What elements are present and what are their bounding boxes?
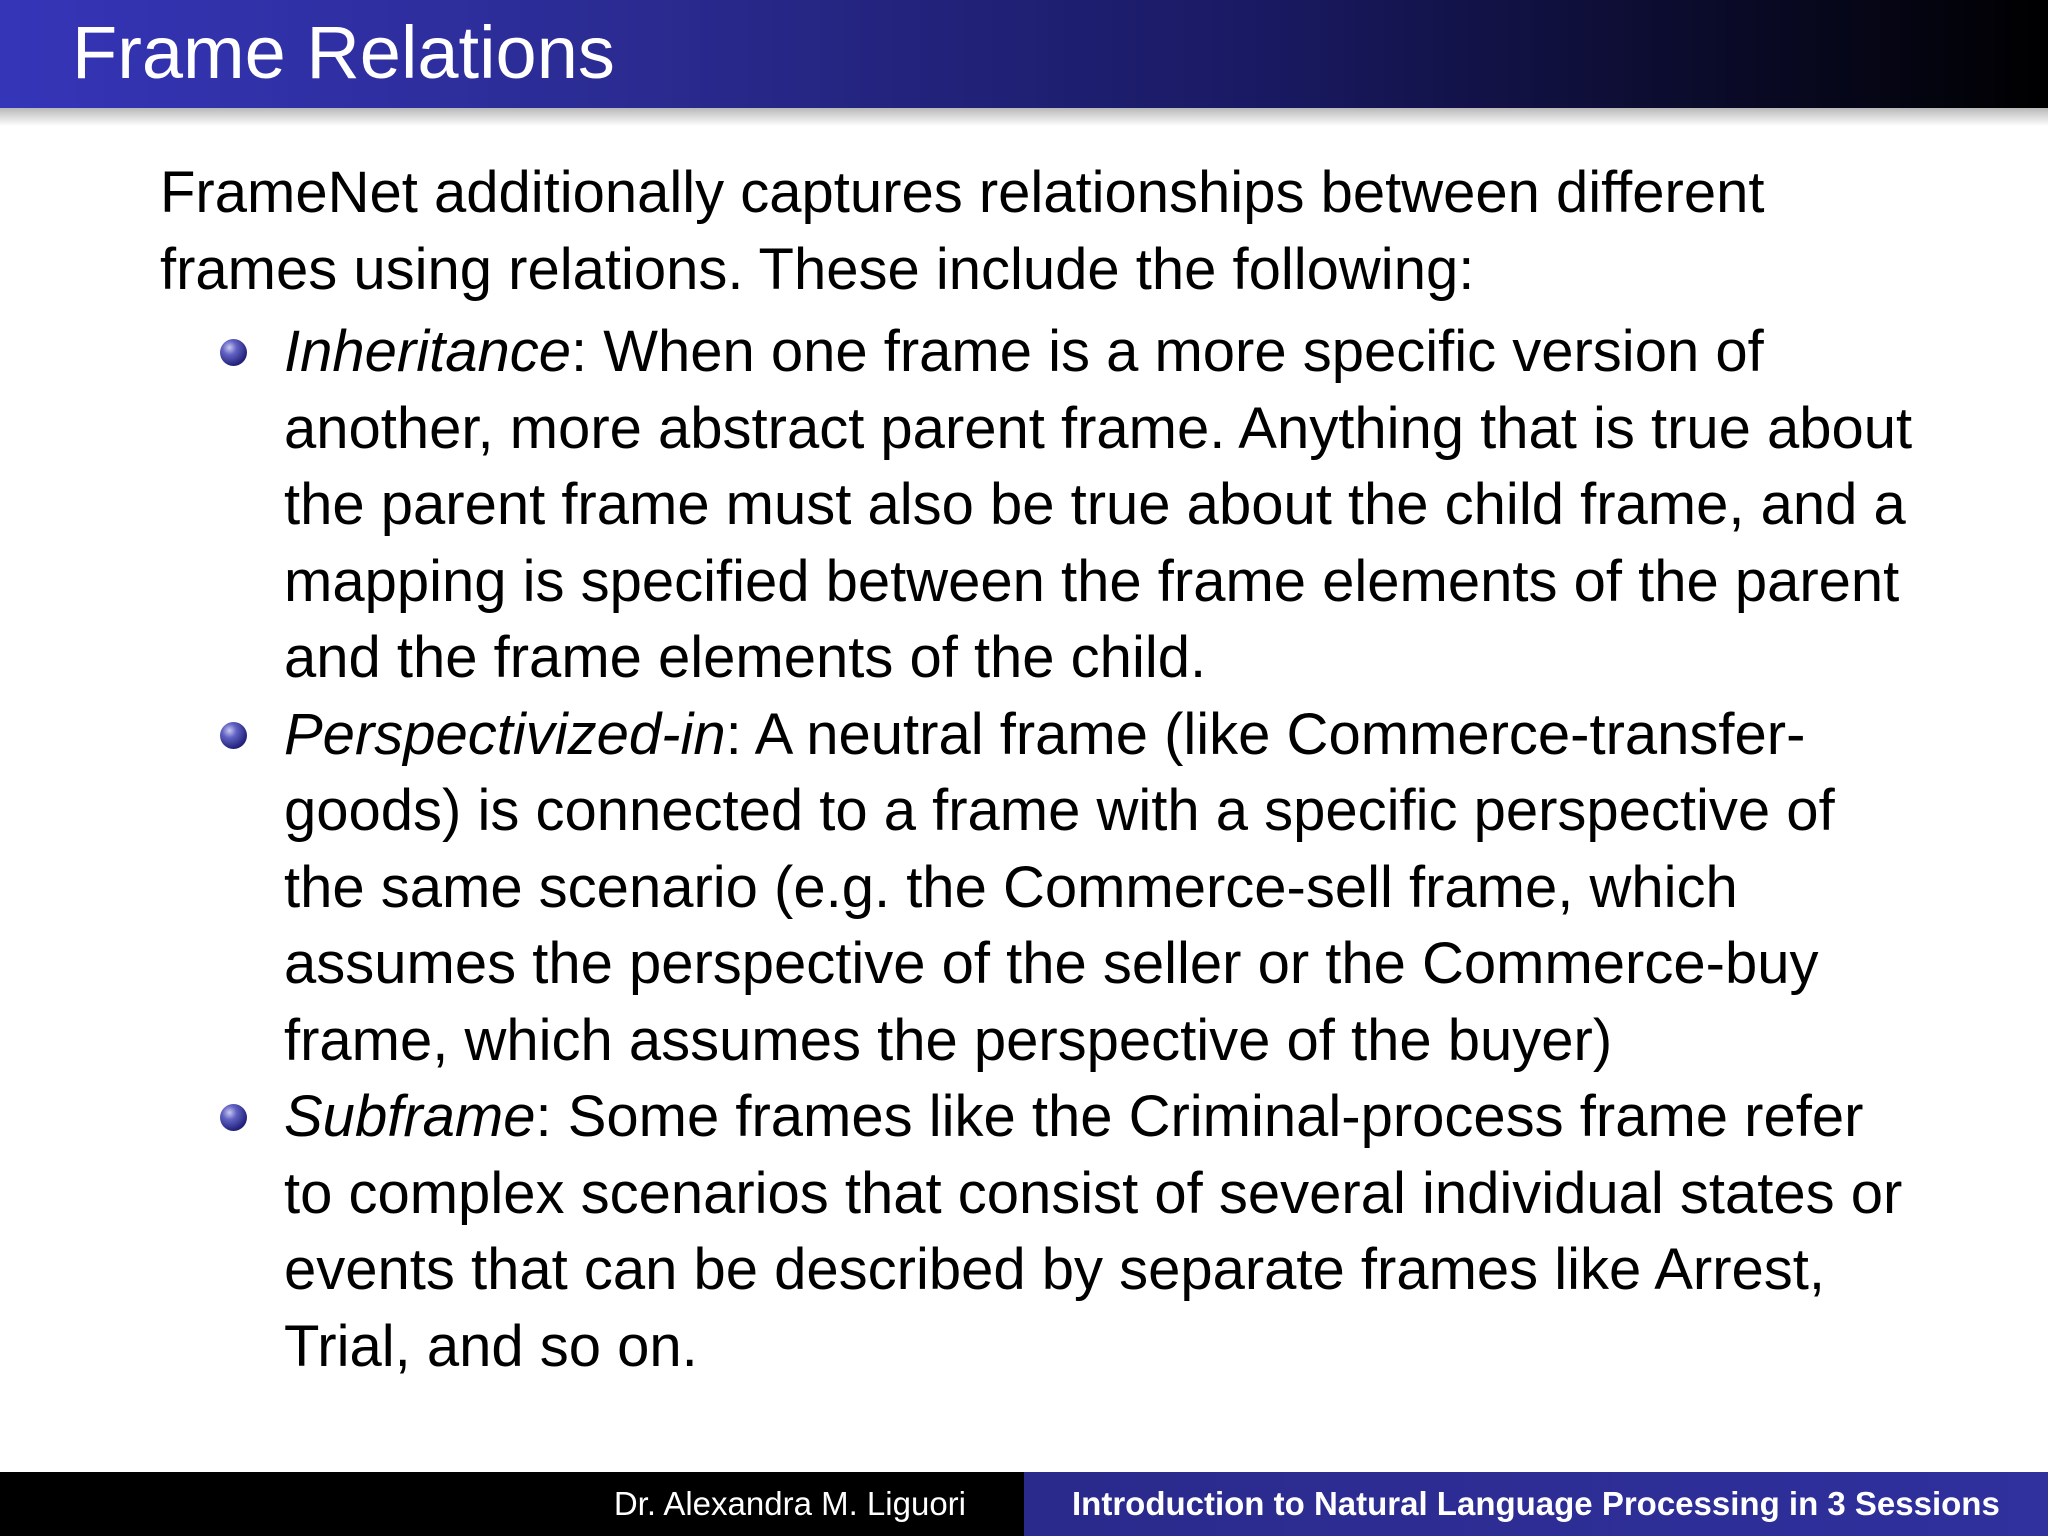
title-bar — [0, 0, 2048, 108]
bullet-icon — [220, 722, 247, 749]
list-item-inheritance — [160, 314, 1920, 697]
definition-perspectivized-in: : A neutral frame (like Commerce-transfer-goods) is connected to a frame with a specific perspective of the same scenario (e.g. the Commerce-sell frame, which assumes the perspective of the seller or the Commerce-buy frame, which assumes the perspective of the buyer) — [284, 701, 1835, 1073]
footer-course-section — [1024, 1472, 2048, 1536]
bullet-icon — [220, 1104, 247, 1131]
footer-bar — [0, 1472, 2048, 1536]
footer-course-title: Introduction to Natural Language Processing in 3 Sessions — [1072, 1485, 2000, 1522]
title-bar-shadow — [0, 108, 2048, 126]
footer-author-section — [0, 1472, 1024, 1536]
bullet-icon — [220, 339, 247, 366]
slide-body — [160, 155, 1920, 1385]
list-item-subframe — [160, 1079, 1920, 1385]
term-subframe: Subframe — [284, 1084, 536, 1149]
term-perspectivized-in: Perspectivized-in — [284, 701, 726, 767]
relations-list — [160, 314, 1920, 1385]
definition-subframe: : Some frames like the Criminal-process frame refer to complex scenarios that consist of several individual states or events that can be described by separate frames like Arrest, Trial, and so on. — [284, 1084, 1903, 1379]
intro-paragraph: FrameNet additionally captures relationships between different frames using relations. These include the following: — [160, 160, 1765, 302]
slide-title: Frame Relations — [72, 11, 615, 94]
term-inheritance: Inheritance — [284, 319, 571, 384]
list-item-perspectivized-in — [160, 697, 1920, 1080]
definition-inheritance: : When one frame is a more specific version of another, more abstract parent frame. Anything that is true about the parent frame must also be true about the child frame, and a mapping is specified between the frame elements of the parent and the frame elements of the child. — [284, 319, 1913, 690]
footer-author: Dr. Alexandra M. Liguori — [613, 1485, 966, 1522]
